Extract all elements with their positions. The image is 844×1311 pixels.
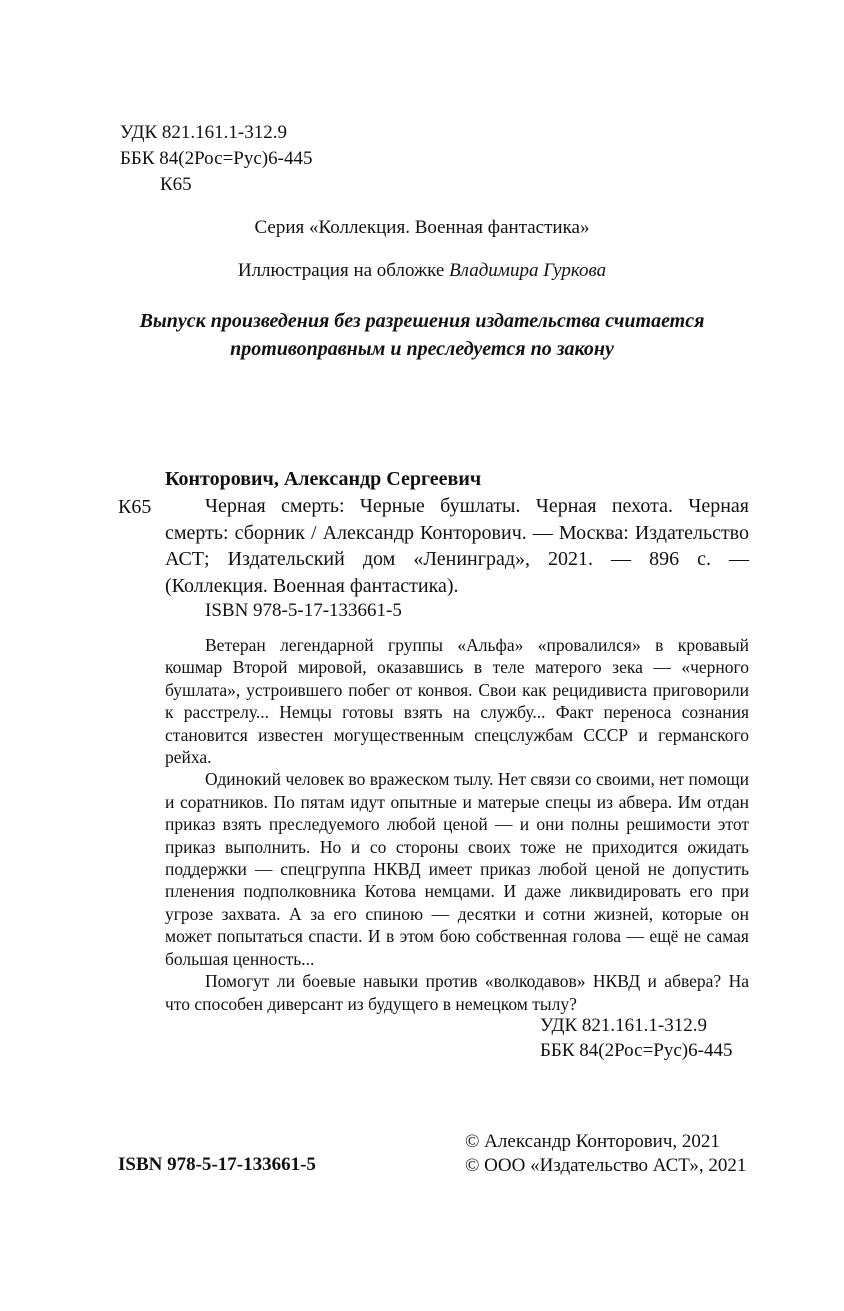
- annotation-paragraph: Ветеран легендарной группы «Альфа» «провалился» в кровавый кошмар Второй мировой, оказавшись в теле матерого зека — «черного бушлата», устроившего побег от конвоя. Свои как рецидивиста приговорили к расстрелу... Немцы готовы взять на службу... Факт переноса сознания становится известен могущественным спецслужбам СССР и германского рейха.: [165, 635, 749, 768]
- author-sign: К65: [160, 174, 192, 195]
- illustration-prefix: Иллюстрация на обложке: [237, 260, 450, 281]
- copyright-author: © Александр Конторович, 2021: [465, 1131, 720, 1152]
- annotation: [165, 634, 749, 1015]
- copyright-warning: [0, 307, 844, 363]
- illustration-credit: [0, 260, 844, 282]
- catalog-author: Конторович, Александр Сергеевич: [165, 468, 482, 490]
- annotation-paragraph: Помогут ли боевые навыки против «волкодавов» НКВД и абвера? На что способен диверсант из будущего в немецком тылу?: [165, 971, 749, 1014]
- copyright-publisher: © ООО «Издательство АСТ», 2021: [465, 1155, 747, 1176]
- series-line: Серия «Коллекция. Военная фантастика»: [254, 217, 590, 238]
- catalog-isbn: ISBN 978-5-17-133661-5: [205, 600, 402, 621]
- catalog-description: Черная смерть: Черные бушлаты. Черная пехота. Черная смерть: сборник / Александр Конторович. — Москва: Издательство АСТ; Издательский дом «Ленинград», 2021. — 896 с. — (Коллекция. Военная фантастика).: [165, 495, 749, 597]
- bbk-code: ББК 84(2Рос=Рус)6-445: [120, 148, 313, 169]
- catalog-code: К65: [118, 496, 152, 518]
- bbk-code-bottom: ББК 84(2Рос=Рус)6-445: [540, 1040, 733, 1061]
- illustration-artist: Владимира Гуркова: [449, 260, 607, 281]
- copyright-block: [465, 1130, 746, 1178]
- warning-line-2: противоправным и преследуется по закону: [230, 338, 614, 360]
- udk-code-bottom: УДК 821.161.1-312.9: [540, 1015, 707, 1036]
- annotation-paragraph: Одинокий человек во вражеском тылу. Нет связи со своими, нет помощи и соратников. По пятам идут опытные и матерые спецы из абвера. Им отдан приказ взять преследуемого любой ценой — и они полны решимости этот приказ выполнить. Но и со стороны своих тоже не приходится ожидать поддержки — спецгруппа НКВД имеет приказ любой ценой не допустить пленения подполковника Котова немцами. И даже ликвидировать его при угрозе захвата. А за его спиною — десятки и сотни жизней, которые он может попытаться спасти. И в этом бою собственная голова — ещё не самая большая ценность...: [165, 769, 749, 969]
- udk-code: УДК 821.161.1-312.9: [120, 122, 287, 143]
- classification-block-bottom: [540, 1013, 732, 1063]
- isbn-bottom: ISBN 978-5-17-133661-5: [118, 1154, 316, 1175]
- warning-line-1: Выпуск произведения без разрешения издательства считается: [139, 310, 705, 332]
- classification-block-top: [120, 120, 312, 198]
